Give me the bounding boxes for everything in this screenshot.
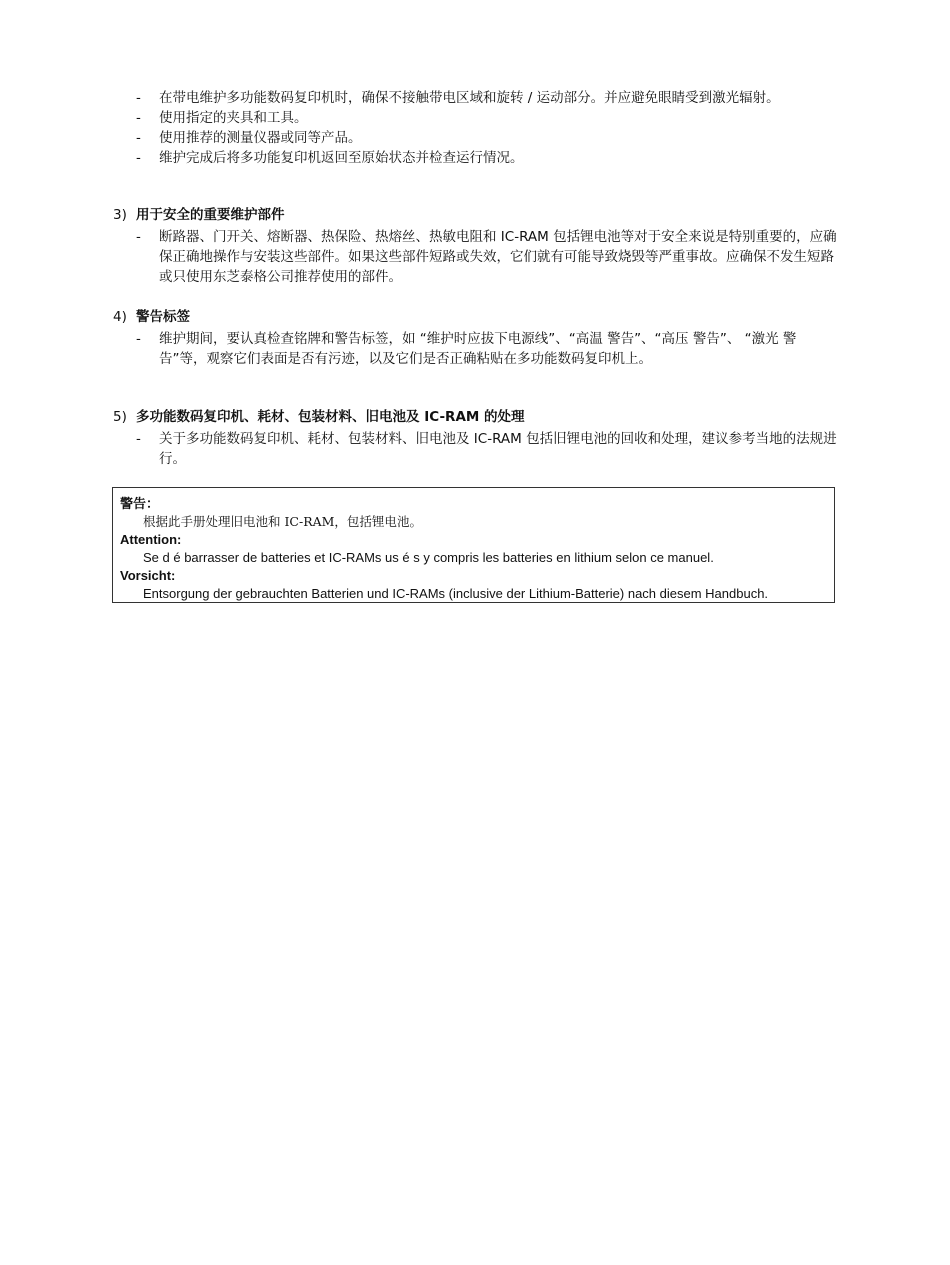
bullet-dash: - bbox=[136, 110, 141, 126]
section-warning-labels bbox=[113, 307, 838, 369]
section-heading bbox=[113, 205, 838, 225]
warning-text-fr: Se d é barrasser de batteries et IC-RAMs us é s y compris les batteries en lithium selon ce manuel. bbox=[143, 550, 714, 565]
bullet-dash: - bbox=[136, 229, 141, 245]
top-bullet-list bbox=[136, 88, 836, 168]
bullet-text: 维护完成后将多功能复印机返回至原始状态并检查运行情况。 bbox=[159, 150, 524, 166]
section-number: 5) bbox=[113, 409, 127, 425]
bullet-text: 关于多功能数码复印机、耗材、包装材料、旧电池及 IC-RAM 包括旧锂电池的回收和处理，建议参考当地的法规进行。 bbox=[159, 431, 837, 467]
warning-heading-cn: 警告： bbox=[120, 496, 160, 511]
bullet-dash: - bbox=[136, 90, 141, 106]
warning-heading-fr: Attention: bbox=[120, 532, 182, 547]
bullet-text: 使用指定的夹具和工具。 bbox=[159, 110, 308, 126]
warning-text-cn: 根据此手册处理旧电池和 IC-RAM，包括锂电池。 bbox=[143, 514, 422, 529]
section-safety-parts bbox=[113, 205, 838, 287]
section-title: 警告标签 bbox=[136, 309, 190, 325]
list-item bbox=[136, 227, 838, 287]
section-title: 多功能数码复印机、耗材、包装材料、旧电池及 IC-RAM 的处理 bbox=[136, 409, 525, 425]
bullet-text: 维护期间，要认真检查铭牌和警告标签，如 “维护时应拔下电源线”、“高温 警告”、“高压 警告”、 “激光 警告”等，观察它们表面是否有污迹，以及它们是否正确粘贴在多功能数码复印机上。 bbox=[159, 331, 797, 367]
section-title: 用于安全的重要维护部件 bbox=[136, 207, 285, 223]
bullet-dash: - bbox=[136, 150, 141, 166]
section-number: 4) bbox=[113, 309, 127, 325]
list-item bbox=[136, 329, 838, 369]
list-item bbox=[136, 429, 838, 469]
warning-heading-de: Vorsicht: bbox=[120, 568, 176, 583]
list-item bbox=[136, 108, 836, 128]
list-item bbox=[136, 88, 836, 108]
section-disposal bbox=[113, 407, 838, 469]
bullet-dash: - bbox=[136, 431, 141, 447]
bullet-text: 断路器、门开关、熔断器、热保险、热熔丝、热敏电阻和 IC-RAM 包括锂电池等对于安全来说是特别重要的，应确保正确地操作与安装这些部件。如果这些部件短路或失效，它们就有可能导致烧毁等严重事故。应确保不发生短路或只使用东芝泰格公司推荐使用的部件。 bbox=[159, 229, 837, 285]
section-heading bbox=[113, 407, 838, 427]
section-number: 3) bbox=[113, 207, 127, 223]
list-item bbox=[136, 128, 836, 148]
battery-warning-box bbox=[112, 487, 835, 603]
bullet-text: 使用推荐的测量仪器或同等产品。 bbox=[159, 130, 362, 146]
section-heading bbox=[113, 307, 838, 327]
bullet-dash: - bbox=[136, 331, 141, 347]
bullet-text: 在带电维护多功能数码复印机时，确保不接触带电区域和旋转 / 运动部分。并应避免眼睛受到激光辐射。 bbox=[159, 90, 780, 106]
list-item bbox=[136, 148, 836, 168]
warning-text-de: Entsorgung der gebrauchten Batterien und IC-RAMs (inclusive der Lithium-Batterie) nach diesem Handbuch. bbox=[143, 586, 769, 601]
bullet-dash: - bbox=[136, 130, 141, 146]
